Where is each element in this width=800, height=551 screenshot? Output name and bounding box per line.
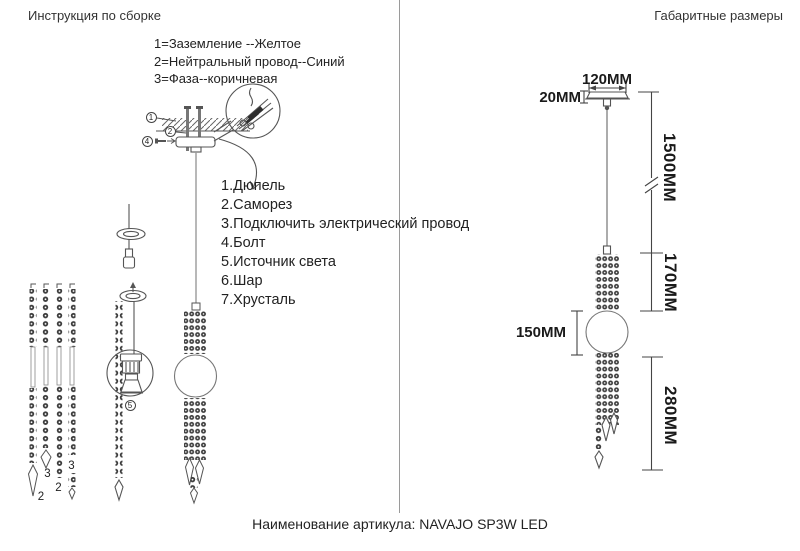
strand-label-3: 2 <box>55 482 62 494</box>
parts-list <box>221 177 469 310</box>
part-item: 5.Источник света <box>221 254 336 270</box>
page-title-right: Габаритные размеры <box>654 8 783 23</box>
wiring-legend <box>154 35 345 88</box>
mounting-plate <box>176 137 215 147</box>
strand-label-1: 2 <box>37 491 45 503</box>
dim-cord-length: 1500MM <box>660 133 679 203</box>
page-title-left: Инструкция по сборке <box>28 8 161 23</box>
bead-column <box>184 310 207 354</box>
strand-3 <box>56 284 63 478</box>
chain-crystal-drop <box>115 480 123 500</box>
part-item: 1.Дюпель <box>221 178 286 194</box>
small-parts-socket <box>107 282 153 500</box>
legend-phase: 3=Фаза--коричневая <box>154 71 278 86</box>
article-name: Наименование артикула: NAVAJO SP3W LED <box>252 516 548 532</box>
callout-dowel: 1 <box>146 112 157 123</box>
dim-canopy-height: 20MM <box>539 89 581 106</box>
twisted-wire <box>250 88 253 106</box>
bolt-icon <box>155 139 175 144</box>
strand-1 <box>29 284 38 496</box>
dim-canopy-width: 120MM <box>581 71 633 88</box>
callout-screw: 2 <box>165 126 176 137</box>
strand-label-2: 3 <box>44 468 51 480</box>
callout-light-source: 5 <box>125 400 136 411</box>
bead-skirt <box>184 398 207 460</box>
glass-ball <box>586 311 628 353</box>
dimension-figure <box>585 92 630 468</box>
wire-detail-circle <box>226 84 280 138</box>
callout-bolt: 4 <box>142 136 153 147</box>
canopy <box>585 92 630 110</box>
bead-column <box>595 254 619 311</box>
part-item: 3.Подключить электрический провод <box>221 216 470 232</box>
cord-grip <box>191 147 201 152</box>
strand-2 <box>41 284 51 468</box>
small-parts-top <box>117 204 145 268</box>
dim-ball-diameter: 150MM <box>515 324 566 341</box>
crystal-drops <box>186 458 204 503</box>
strand-label-4: 3 <box>68 460 75 472</box>
legend-neutral: 2=Нейтральный провод--Синий <box>154 53 345 69</box>
part-item: 4.Болт <box>221 235 266 251</box>
dim-bottom-strands: 280MM <box>661 386 680 446</box>
glass-ball <box>175 355 217 397</box>
part-item: 2.Саморез <box>221 197 293 213</box>
part-item: 7.Хрусталь <box>221 292 296 308</box>
part-item: 6.Шар <box>221 273 263 289</box>
legend-ground: 1=Заземление --Желтое <box>154 36 301 51</box>
bead-skirt <box>595 353 619 425</box>
lamp-socket <box>120 354 143 393</box>
dim-top-column: 170MM <box>661 253 680 313</box>
pendant-drawing <box>175 152 217 503</box>
